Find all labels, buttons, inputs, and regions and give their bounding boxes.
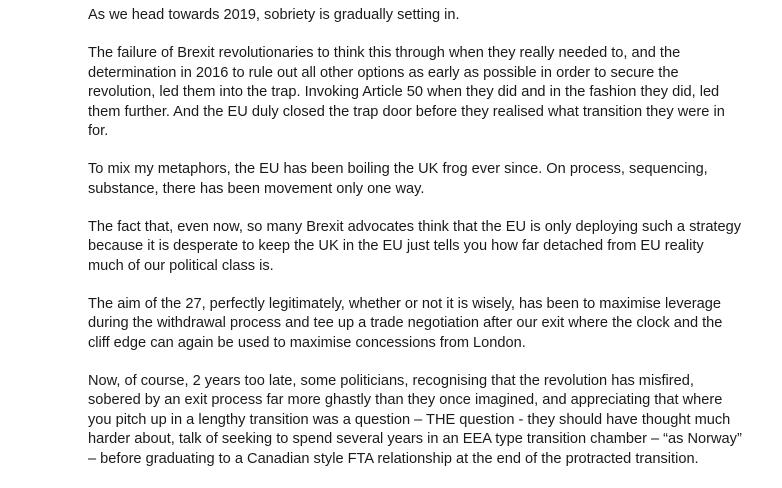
document-body xyxy=(88,6,778,488)
text-line: during the withdrawal process and tee up a trade negotiation after our exit where the clock and the xyxy=(88,315,723,331)
text-line: The aim of the 27, perfectly legitimately, whether or not it is wisely, has been to maximise leverage xyxy=(88,295,721,312)
text-line: you pitch up in a lengthy transition was a question – THE question - they should have thought much xyxy=(88,411,731,428)
text-line: for. xyxy=(88,123,109,139)
text-line: determination in 2016 to rule out all other options as early as possible in order to secure the xyxy=(88,64,679,81)
text-line: cliff edge can again be used to maximise concessions from London. xyxy=(88,334,526,351)
text-line: – before graduating to a Canadian style FTA relationship at the end of the protracted transition. xyxy=(88,450,699,467)
paragraph-3 xyxy=(88,160,778,199)
paragraph-6 xyxy=(88,372,778,470)
text-line: Now, of course, 2 years too late, some politicians, recognising that the revolution has misfired, xyxy=(88,372,694,389)
paragraph-5 xyxy=(88,295,778,354)
paragraph-2 xyxy=(88,44,778,142)
text-line: The fact that, even now, so many Brexit advocates think that the EU is only deploying such a strategy xyxy=(88,218,742,235)
paragraph-1 xyxy=(88,6,778,26)
text-line: them further. And the EU duly closed the trap door before they realised what transition they were in xyxy=(88,103,725,120)
text-line: As we head towards 2019, sobriety is gradually setting in. xyxy=(88,7,460,23)
text-line: because it is desperate to keep the UK in the EU just tells you how far detached from EU reality xyxy=(88,238,704,254)
text-line: substance, there has been movement only one way. xyxy=(88,180,425,197)
text-line: revolution, led them into the trap. Invoking Article 50 when they did and in the fashion they did, led xyxy=(88,84,720,100)
text-line: much of our political class is. xyxy=(88,257,274,274)
text-line: The failure of Brexit revolutionaries to think this through when they really needed to, and the xyxy=(88,45,681,61)
text-line: To mix my metaphors, the EU has been boiling the UK frog ever since. On process, sequencing, xyxy=(88,161,708,177)
paragraph-4 xyxy=(88,218,778,277)
text-line: sobered by an exit process far more ghastly than they once imagined, and appreciating that where xyxy=(88,392,723,408)
text-line: harder about, talk of seeking to spend several years in an EEA type transition chamber – “as Norway” xyxy=(88,431,742,447)
